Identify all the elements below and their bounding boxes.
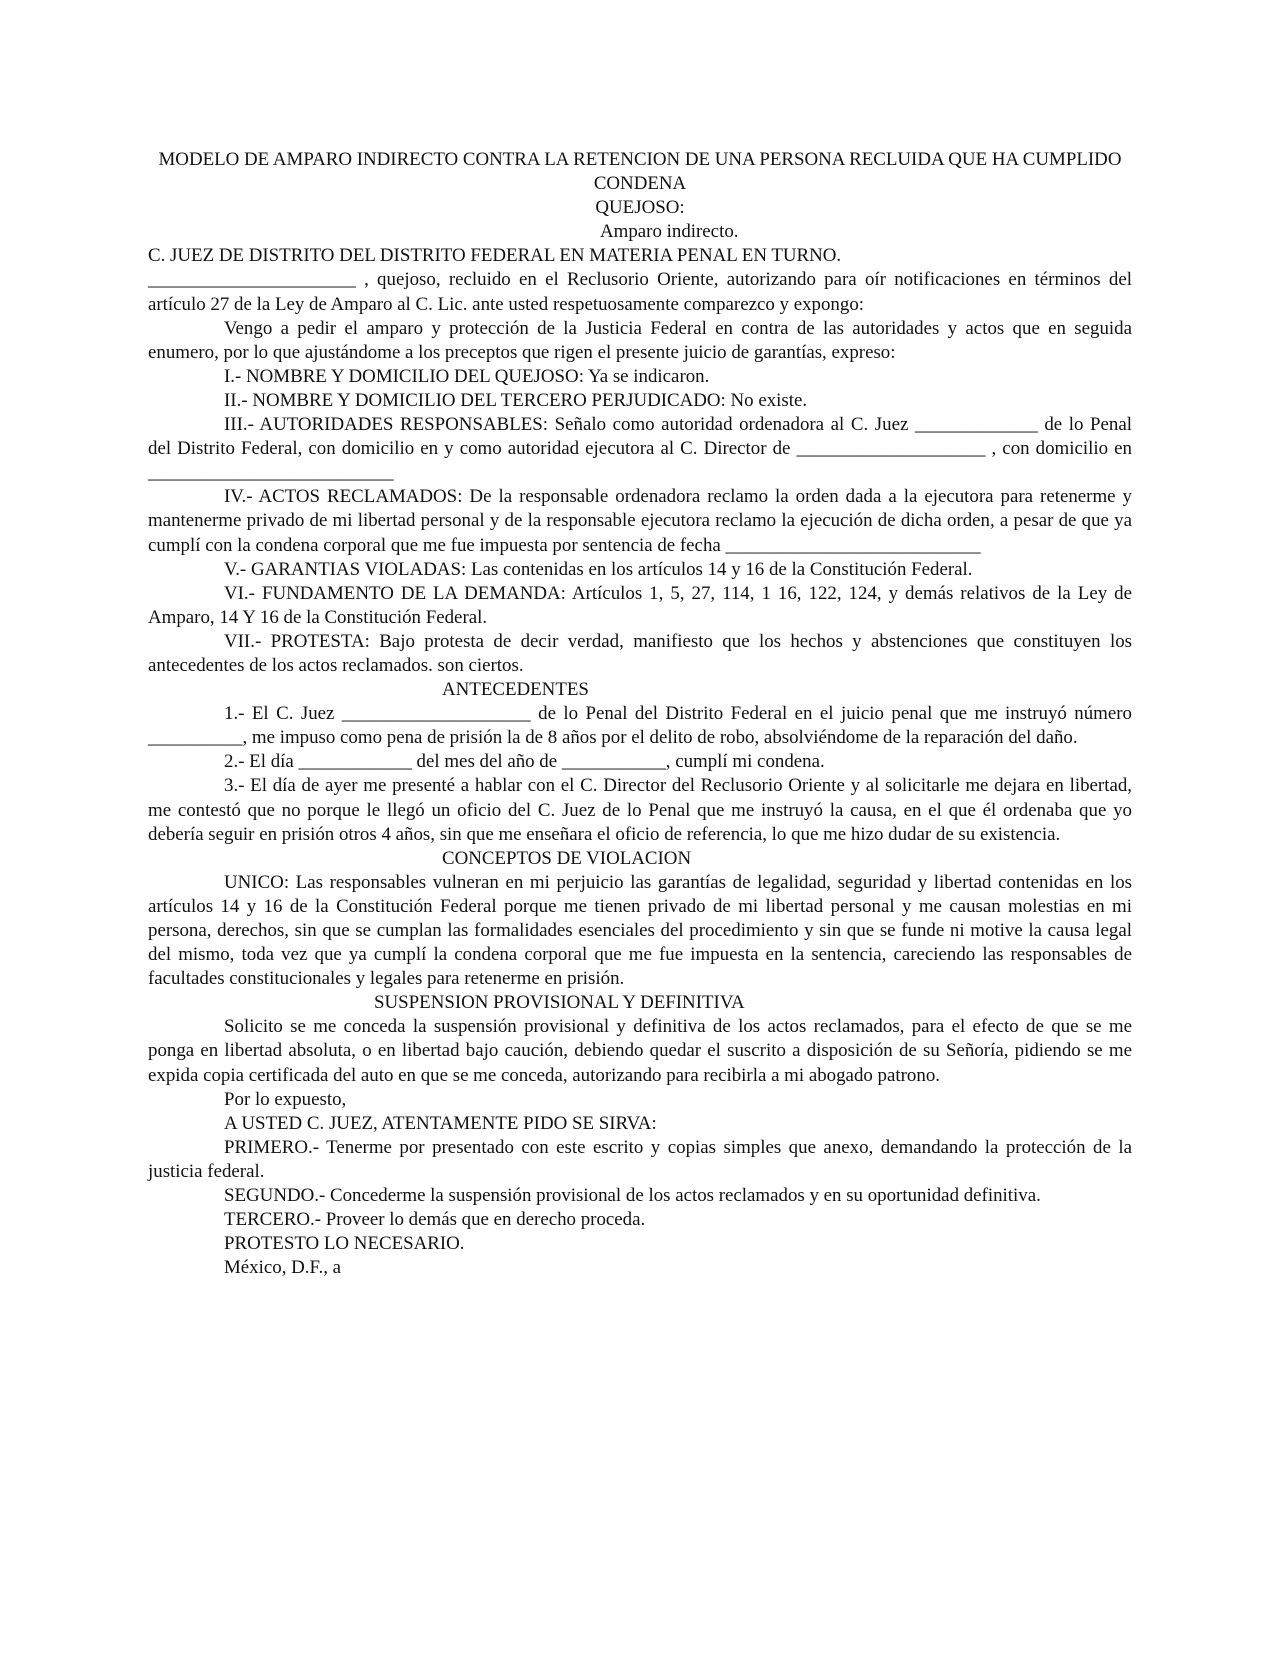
petition-paragraph: Vengo a pedir el amparo y protección de la Justicia Federal en contra de las autoridades y actos que en seguida enumero, por lo que ajustándome a los preceptos que rigen el presente juicio de garantías, expreso: xyxy=(148,317,1132,363)
item-fundamento: VI.- FUNDAMENTO DE LA DEMANDA: Artículos 1, 5, 27, 114, 1 16, 122, 124, y demás relativos de la Ley de Amparo, 14 Y 16 de la Constitución Federal. xyxy=(148,582,1132,628)
protesto-line: PROTESTO LO NECESARIO. xyxy=(224,1233,465,1255)
antecedente-2: 2.- El día ____________ del mes del año de ___________, cumplí mi condena. xyxy=(224,751,825,773)
pido-line: A USTED C. JUEZ, ATENTAMENTE PIDO SE SIRVA: xyxy=(224,1112,657,1134)
item-protesta: VII.- PROTESTA: Bajo protesta de decir verdad, manifiesto que los hechos y abstenciones que constituyen los antecedentes de los actos reclamados. son ciertos. xyxy=(148,630,1132,676)
antecedentes-heading: ANTECEDENTES xyxy=(442,679,589,701)
por-lo-expuesto: Por lo expuesto, xyxy=(224,1088,347,1110)
item-tercero: II.- NOMBRE Y DOMICILIO DEL TERCERO PERJUDICADO: No existe. xyxy=(224,389,808,411)
intro-paragraph: ______________________ , quejoso, recluido en el Reclusorio Oriente, autorizando para oír notificaciones en términos del artículo 27 de la Ley de Amparo al C. Lic. ante usted respetuosamente comparezco y expongo: xyxy=(148,269,1132,315)
amparo-type: Amparo indirecto. xyxy=(600,221,739,243)
addressee: C. JUEZ DE DISTRITO DEL DISTRITO FEDERAL EN MATERIA PENAL EN TURNO. xyxy=(148,245,842,267)
segundo-paragraph: SEGUNDO.- Concederme la suspensión provisional de los actos reclamados y en su oportunidad definitiva. xyxy=(224,1185,1041,1207)
antecedente-1: 1.- El C. Juez ____________________ de lo Penal del Distrito Federal en el juicio penal que me instruyó número __________, me impuso como pena de prisión la de 8 años por el delito de robo, absolviéndome de la reparación del daño. xyxy=(148,703,1132,749)
suspension-paragraph: Solicito se me conceda la suspensión provisional y definitiva de los actos reclamados, para el efecto de que se me ponga en libertad absoluta, o en libertad bajo caución, debiendo quedar el suscrito a disposición de su Señoría, pidiendo se me expida copia certificada del auto en que se me conceda, autorizando para recibirla a mi abogado patrono. xyxy=(148,1016,1132,1086)
suspension-heading: SUSPENSION PROVISIONAL Y DEFINITIVA xyxy=(374,992,745,1014)
antecedente-3: 3.- El día de ayer me presenté a hablar con el C. Director del Reclusorio Oriente y al solicitarle me dejara en libertad, me contestó que no porque le llegó un oficio del C. Juez de lo Penal que me instruyó la causa, en el que él ordenaba que yo debería seguir en prisión otros 4 años, sin que me enseñara el oficio de referencia, lo que me hizo dudar de su existencia. xyxy=(148,775,1132,845)
item-garantias: V.- GARANTIAS VIOLADAS: Las contenidas en los artículos 14 y 16 de la Constitución Federal. xyxy=(224,558,973,580)
tercero-paragraph: TERCERO.- Proveer lo demás que en derecho proceda. xyxy=(224,1209,646,1231)
item-autoridades: III.- AUTORIDADES RESPONSABLES: Señalo como autoridad ordenadora al C. Juez _____________ de lo Penal del Distrito Federal, con domicilio en y como autoridad ejecutora al C. Director de ____________________ , con domicilio en __________________________ xyxy=(148,414,1132,484)
primero-paragraph: PRIMERO.- Tenerme por presentado con este escrito y copias simples que anexo, demandando la protección de la justicia federal. xyxy=(148,1136,1132,1182)
quejoso-label: QUEJOSO: xyxy=(595,197,685,219)
item-quejoso: I.- NOMBRE Y DOMICILIO DEL QUEJOSO: Ya se indicaron. xyxy=(224,365,710,387)
place-date-line: México, D.F., a xyxy=(224,1257,342,1279)
item-actos: IV.- ACTOS RECLAMADOS: De la responsable ordenadora reclamo la orden dada a la ejecutora para retenerme y mantenerme privado de mi libertad personal y de la responsable ejecutora reclamo la ejecución de dicha orden, a pesar de que ya cumplí con la condena corporal que me fue impuesta por sentencia de fecha ___________________________ xyxy=(148,486,1132,556)
conceptos-heading: CONCEPTOS DE VIOLACION xyxy=(442,847,692,869)
document-page xyxy=(148,148,1132,1280)
unico-paragraph: UNICO: Las responsables vulneran en mi perjuicio las garantías de legalidad, seguridad y libertad contenidas en los artículos 14 y 16 de la Constitución Federal porque me tienen privado de mi libertad personal y me causan molestias en mi persona, derechos, sin que se cumplan las formalidades esenciales del procedimiento y sin que se funde ni motive la causa legal del mismo, toda vez que ya cumplí la condena corporal que me fue impuesta en la sentencia, careciendo las responsables de facultades constitucionales y legales para retenerme en prisión. xyxy=(148,871,1132,990)
document-title: MODELO DE AMPARO INDIRECTO CONTRA LA RETENCION DE UNA PERSONA RECLUIDA QUE HA CUMPLIDO CONDENA xyxy=(158,149,1122,195)
